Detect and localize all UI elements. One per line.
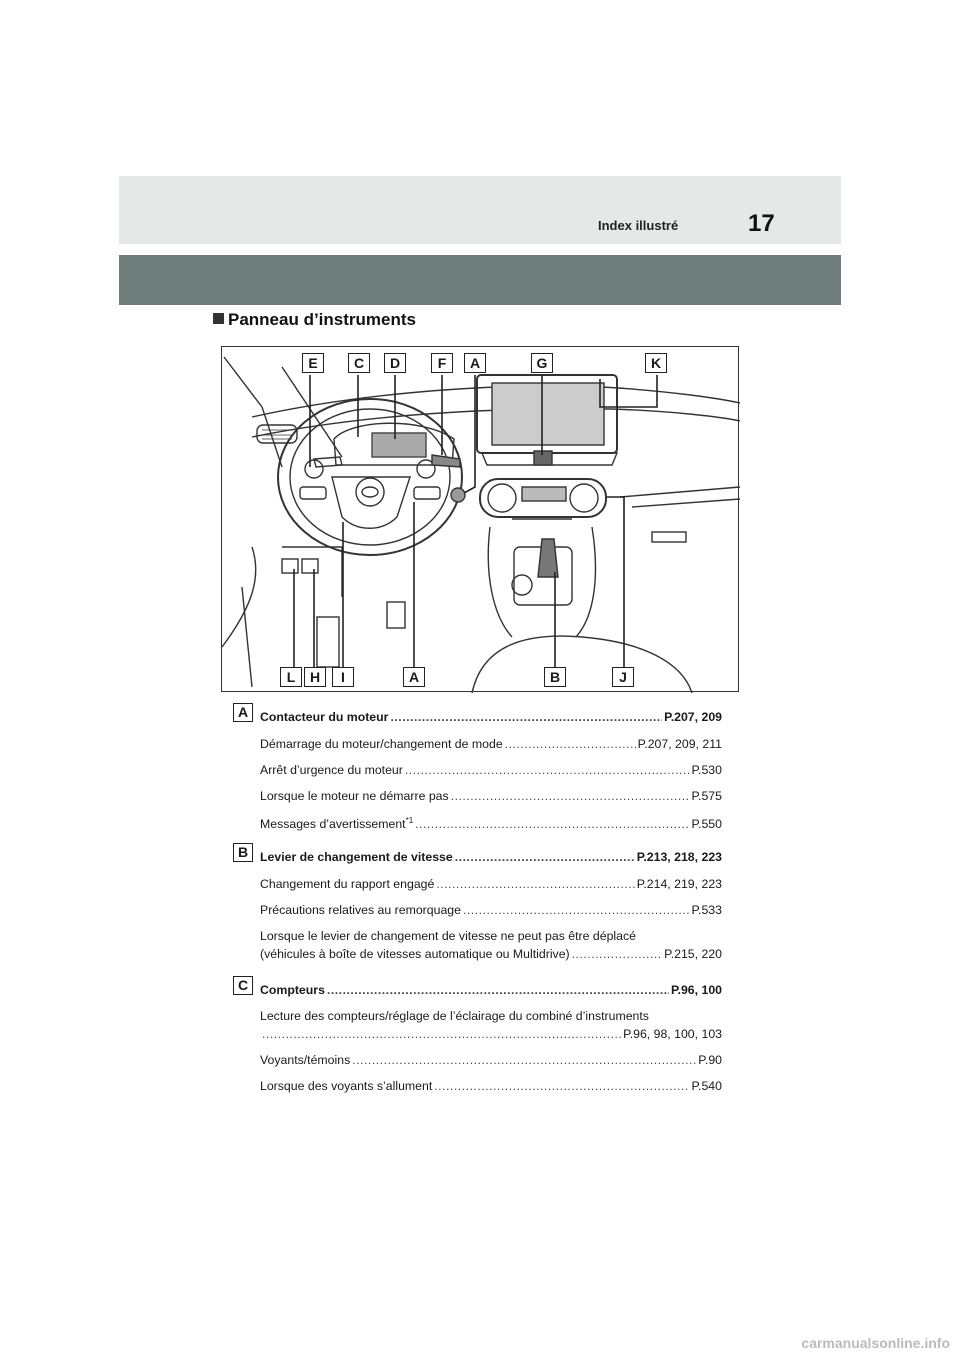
section-title bbox=[213, 310, 416, 330]
page-reference[interactable]: P.207, 209 bbox=[664, 710, 722, 724]
page-title: Index illustré bbox=[598, 218, 679, 233]
page-reference[interactable]: P.575 bbox=[691, 789, 722, 803]
square-bullet-icon bbox=[213, 313, 224, 324]
callout-e: E bbox=[302, 353, 324, 373]
callout-d: D bbox=[384, 353, 406, 373]
entry-label: Compteurs bbox=[260, 983, 325, 997]
index-entry bbox=[260, 876, 722, 892]
dot-leader bbox=[434, 1078, 689, 1094]
page-reference[interactable]: P.214, 219, 223 bbox=[636, 877, 722, 891]
dot-leader bbox=[327, 982, 669, 998]
entry-label: Lorsque le moteur ne démarre pas bbox=[260, 789, 449, 803]
dot-leader bbox=[436, 876, 634, 892]
page-reference[interactable]: P.215, 220 bbox=[664, 947, 722, 961]
dot-leader bbox=[463, 902, 689, 918]
dot-leader bbox=[572, 946, 662, 962]
dot-leader bbox=[352, 1052, 696, 1068]
entry-label: Changement du rapport engagé bbox=[260, 877, 435, 891]
dot-leader bbox=[455, 849, 635, 865]
entry-label: (véhicules à boîte de vitesses automatique ou Multidrive) bbox=[260, 947, 570, 961]
header-band bbox=[119, 176, 841, 244]
index-entry bbox=[260, 1026, 722, 1042]
callout-a-top: A bbox=[464, 353, 486, 373]
callout-f: F bbox=[431, 353, 453, 373]
entry-label: Arrêt d’urgence du moteur bbox=[260, 763, 403, 777]
page-reference[interactable]: P.96, 98, 100, 103 bbox=[623, 1027, 722, 1041]
entry-label: Précautions relatives au remorquage bbox=[260, 903, 461, 917]
footnote-mark: *1 bbox=[405, 815, 414, 825]
index-entry bbox=[260, 709, 722, 725]
callout-a-bottom: A bbox=[403, 667, 425, 687]
index-entry bbox=[260, 816, 722, 832]
callout-i: I bbox=[332, 667, 354, 687]
page-number: 17 bbox=[748, 210, 775, 237]
index-entry bbox=[260, 902, 722, 918]
dot-leader bbox=[405, 762, 690, 778]
index-entry bbox=[260, 788, 722, 804]
index-entry bbox=[260, 762, 722, 778]
entry-label: Voyants/témoins bbox=[260, 1053, 351, 1067]
callout-l: L bbox=[280, 667, 302, 687]
entry-label: Lorsque des voyants s’allument bbox=[260, 1079, 433, 1093]
dot-leader bbox=[390, 709, 662, 725]
index-entry bbox=[260, 849, 722, 865]
page-reference[interactable]: P.213, 218, 223 bbox=[636, 850, 722, 864]
section-title-text: Panneau d’instruments bbox=[228, 310, 416, 329]
entry-label-text: Messages d’avertissement bbox=[260, 817, 406, 831]
callout-j: J bbox=[612, 667, 634, 687]
index-entry bbox=[260, 1078, 722, 1094]
group-marker-a: A bbox=[233, 703, 253, 722]
dashboard-illustration bbox=[221, 346, 739, 692]
callout-b: B bbox=[544, 667, 566, 687]
entry-label: Contacteur du moteur bbox=[260, 710, 389, 724]
callout-c: C bbox=[348, 353, 370, 373]
page-reference[interactable]: P.530 bbox=[691, 763, 722, 777]
dashboard-drawing bbox=[222, 347, 740, 693]
entry-label-line1: Lecture des compteurs/réglage de l’éclairage du combiné d’instruments bbox=[260, 1009, 649, 1023]
page-reference[interactable]: P.550 bbox=[691, 817, 722, 831]
page-reference[interactable]: P.96, 100 bbox=[670, 983, 722, 997]
page-reference[interactable]: P.207, 209, 211 bbox=[637, 737, 722, 751]
callout-k: K bbox=[645, 353, 667, 373]
entry-label: Démarrage du moteur/changement de mode bbox=[260, 737, 503, 751]
index-entry bbox=[260, 982, 722, 998]
page-reference[interactable]: P.533 bbox=[691, 903, 722, 917]
callout-h: H bbox=[304, 667, 326, 687]
dot-leader bbox=[451, 788, 690, 804]
dot-leader bbox=[262, 1026, 621, 1042]
entry-label-line1: Lorsque le levier de changement de vitesse ne peut pas être déplacé bbox=[260, 929, 636, 943]
group-marker-c: C bbox=[233, 976, 253, 995]
dot-leader bbox=[505, 736, 636, 752]
index-entry bbox=[260, 736, 722, 752]
entry-label bbox=[260, 816, 413, 832]
page-reference[interactable]: P.90 bbox=[698, 1053, 722, 1067]
footer-watermark: carmanualsonline.info bbox=[801, 1335, 950, 1351]
header-dark-band bbox=[119, 255, 841, 305]
index-entry bbox=[260, 1052, 722, 1068]
entry-label: Levier de changement de vitesse bbox=[260, 850, 453, 864]
page-reference[interactable]: P.540 bbox=[691, 1079, 722, 1093]
dot-leader bbox=[415, 816, 689, 832]
index-entry bbox=[260, 946, 722, 962]
group-marker-b: B bbox=[233, 843, 253, 862]
callout-g: G bbox=[531, 353, 553, 373]
